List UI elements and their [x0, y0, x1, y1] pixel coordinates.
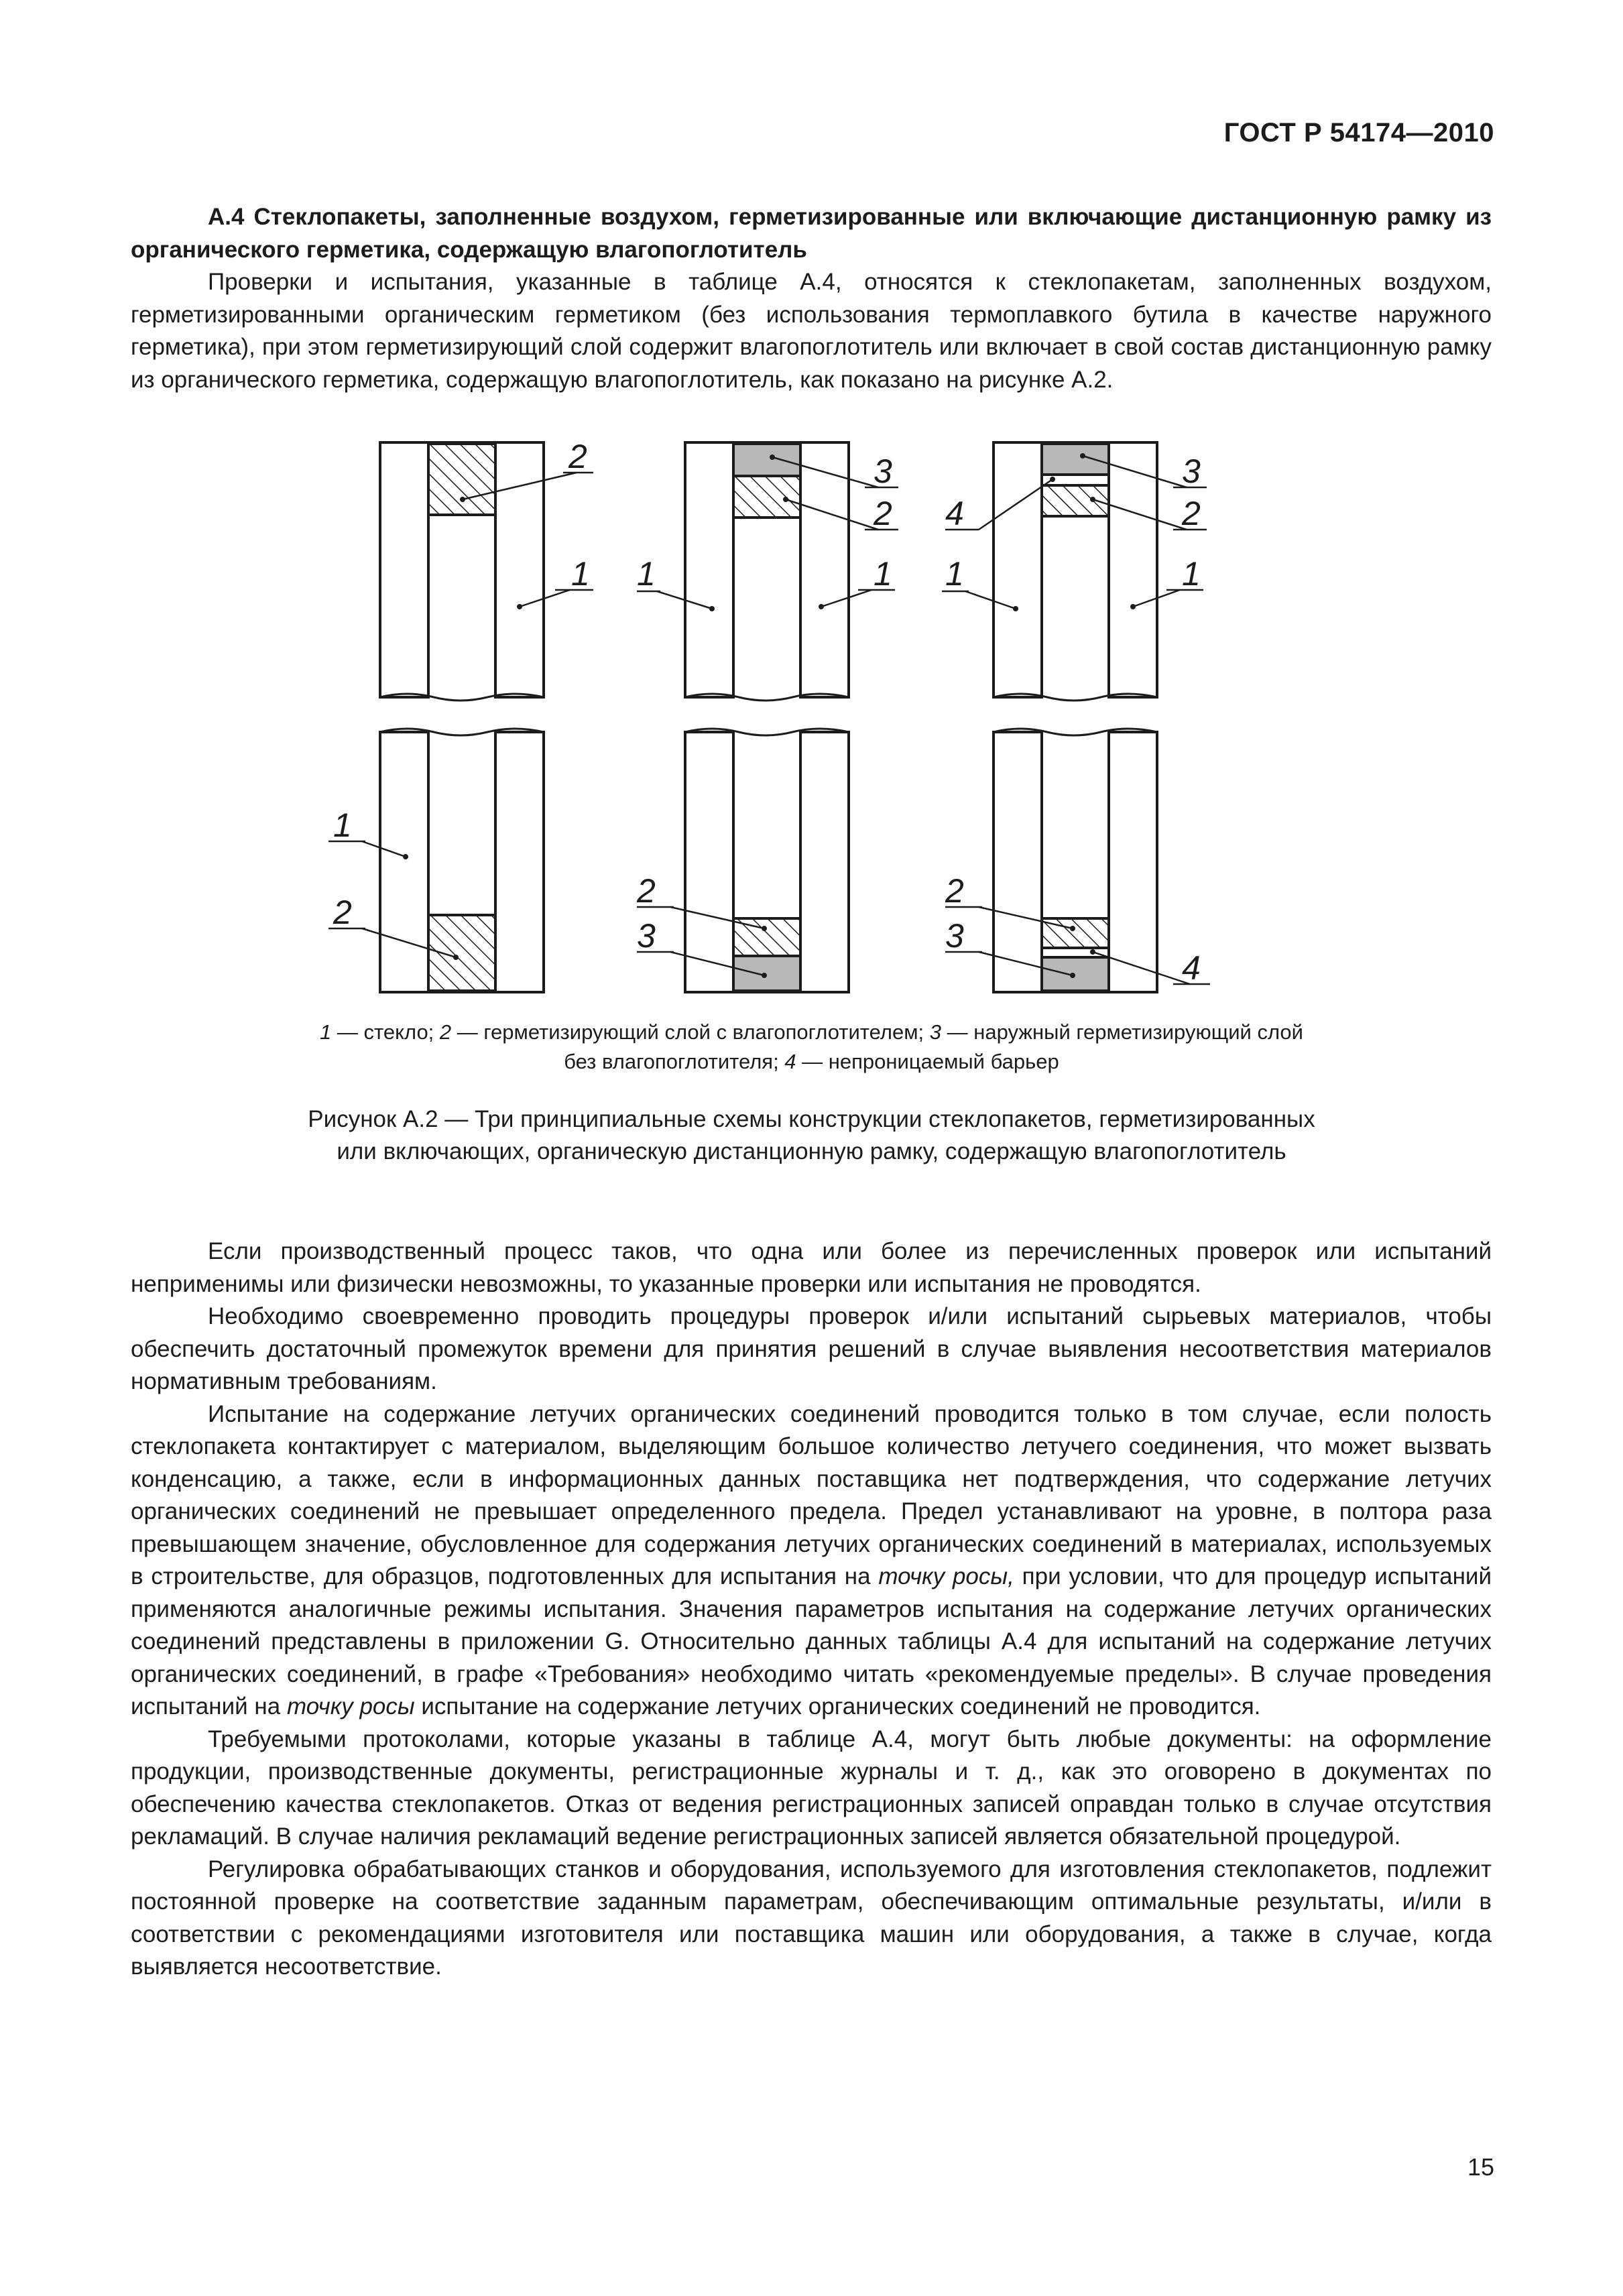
- paragraph-2: Необходимо своевременно проводить процедуры проверок и/или испытаний сырьевых материалов, чтобы обеспечить достаточный промежуток времени для принятия решений в случае выявления несоответствия материалов нормативным требованиям.: [131, 1303, 1492, 1394]
- leader-lines: [328, 456, 1210, 984]
- label-a-1-bottom: 1: [333, 806, 352, 844]
- label-a-2-bottom: 2: [333, 894, 352, 931]
- figure-legend: [0, 1018, 1623, 1077]
- diagram-c-bottom: [994, 732, 1157, 992]
- label-c-4-bottom: 4: [1182, 949, 1201, 987]
- diagram-c-top: [994, 442, 1157, 697]
- paragraph-3: Испытание на содержание летучих органических соединений проводится только в том случае, если полость стеклопакета контактирует с материалом, выделяющим большое количество летучего соединения, что может вызвать конденсацию, а также, если в информационных данных поставщика нет подтверждения, что содержание летучих органических соединений не превышает определенного предела. Предел устанавливают на уровне, в полтора раза превышающем значение, обусловленное для содержания летучих органических соединений в материалах, используемых в строительстве, для образцов, подготовленных для испытания на точку росы, при условии, что для процедур испытаний применяются аналогичные режимы испытания. Значения параметров испытания на содержание летучих органических соединений представлены в приложении G. Относительно данных таблицы А.4 для испытаний на содержание летучих органических соединений, в графе «Требования» необходимо читать «рекомендуемые пределы». В случае проведения испытаний на точку росы испытание на содержание летучих органических соединений не проводится.: [131, 1400, 1492, 1719]
- legend-line-1: 1 — стекло; 2 — герметизирующий слой с влагопоглотителем; 3 — наружный герметизирующий слой: [320, 1020, 1303, 1044]
- label-b-1-left: 1: [637, 555, 656, 593]
- section-title: А.4 Стеклопакеты, заполненные воздухом, герметизированные или включающие дистанционную рамку из органического герметика, содержащую влагопоглотитель: [131, 204, 1492, 263]
- diagram-a-top: [380, 442, 544, 697]
- figure-caption: [0, 1103, 1623, 1168]
- caption-line-1: Рисунок А.2 — Три принципиальные схемы конструкции стеклопакетов, герметизированных: [308, 1106, 1315, 1132]
- document-header: ГОСТ Р 54174—2010: [1223, 118, 1494, 147]
- body-text: [131, 1235, 1492, 1984]
- diagram-b-bottom: [685, 732, 849, 992]
- label-c-3: 3: [1182, 452, 1201, 490]
- label-c-3-bottom: 3: [945, 917, 964, 955]
- label-a-2: 2: [568, 438, 587, 475]
- label-c-1-left: 1: [945, 555, 964, 593]
- page-number: 15: [1467, 2153, 1494, 2181]
- label-b-3: 3: [874, 452, 892, 490]
- label-b-1-right: 1: [874, 555, 892, 593]
- leader-dots: [403, 453, 1136, 978]
- label-b-2: 2: [874, 495, 892, 532]
- label-a-1: 1: [571, 555, 590, 593]
- section-intro: Проверки и испытания, указанные в таблице А.4, относятся к стеклопакетам, заполненных воздухом, герметизированными органическим герметиком (без использования термоплавкого бутила в качестве наружного герметика), при этом герметизирующий слой содержит влагопоглотитель или включает в свой состав дистанционную рамку из органического герметика, содержащую влагопоглотитель, как показано на рисунке А.2.: [131, 269, 1492, 393]
- figure-a2: [0, 0, 1623, 1006]
- label-c-4-top: 4: [945, 495, 964, 532]
- diagram-a-bottom: [380, 732, 544, 992]
- paragraph-5: Регулировка обрабатывающих станков и оборудования, используемого для изготовления стеклопакетов, подлежит постоянной проверке на соответствие заданным параметрам, обеспечивающим оптимальные результаты, и/или в соответствии с рекомендациями изготовителя или поставщика машин или оборудования, а также в случае, когда выявляется несоответствие.: [131, 1856, 1492, 1980]
- label-c-2: 2: [1182, 495, 1201, 532]
- label-b-2-bottom: 2: [637, 872, 656, 910]
- label-c-2-bottom: 2: [945, 872, 964, 910]
- caption-line-2: или включающих, органическую дистанционную рамку, содержащую влагопоглотитель: [337, 1138, 1286, 1164]
- paragraph-1: Если производственный процесс таков, что одна или более из перечисленных проверок или испытаний неприменимы или физически невозможны, то указанные проверки или испытания не проводятся.: [131, 1238, 1492, 1297]
- legend-line-2: без влагопоглотителя; 4 — непроницаемый барьер: [564, 1050, 1059, 1073]
- label-c-1-right: 1: [1182, 555, 1201, 593]
- label-b-3-bottom: 3: [637, 917, 656, 955]
- diagram-b-top: [685, 442, 849, 697]
- figure-labels: [333, 438, 1201, 987]
- paragraph-4: Требуемыми протоколами, которые указаны в таблице А.4, могут быть любые документы: на оформление продукции, производственные документы, регистрационные журналы и т. д., как это оговорено в документах по обеспечению качества стеклопакетов. Отказ от ведения регистрационных записей оправдан только в случае отсутствия рекламаций. В случае наличия рекламаций ведение регистрационных записей является обязательной процедурой.: [131, 1726, 1492, 1850]
